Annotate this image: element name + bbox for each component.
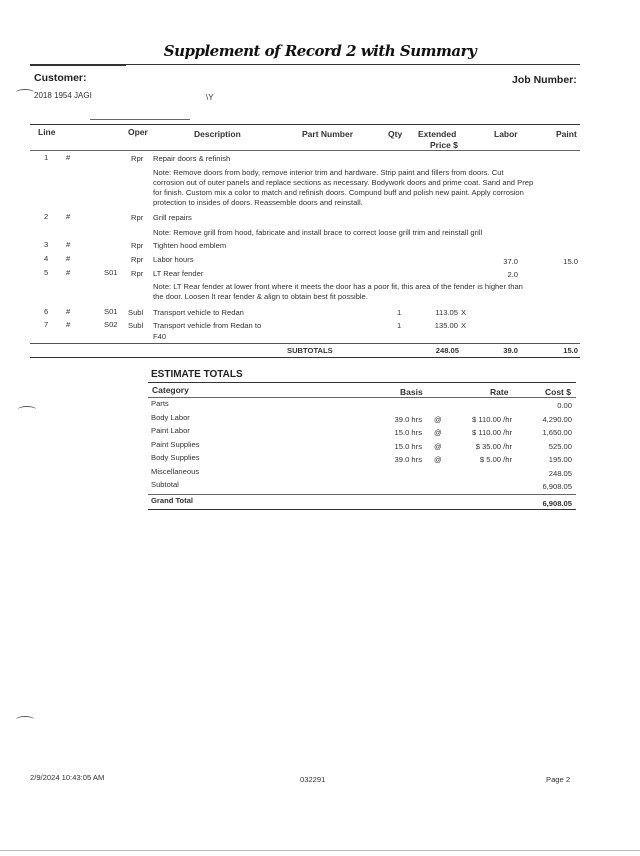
estimate-basis: 39.0 hrs — [394, 415, 422, 424]
line-oper: Subl — [128, 308, 144, 317]
line-note: Note: LT Rear fender at lower front where it meets the door has a poor fit, this area of the fender is higher than the door. Loosen lt rear fender & align to obtain best fit possible. — [153, 282, 523, 301]
line-code: S01 — [104, 307, 118, 316]
line-mark: # — [66, 320, 71, 329]
scan-mark — [16, 716, 34, 723]
title-rule-accent — [30, 64, 126, 66]
line-oper: Rpr — [131, 213, 144, 222]
estimate-rate: $ 35.00 /hr — [475, 442, 512, 451]
estimate-title: ESTIMATE TOTALS — [151, 369, 243, 380]
line-oper: Rpr — [131, 241, 144, 250]
line-number: 5 — [44, 268, 49, 277]
estimate-cost: 525.00 — [548, 442, 572, 451]
grand-total-value: 6,908.05 — [542, 499, 572, 508]
line-labor: 37.0 — [503, 257, 518, 266]
col-description: Description — [194, 129, 241, 139]
estimate-at: @ — [434, 415, 442, 424]
subtotals-price: 248.05 — [435, 346, 459, 355]
line-number: 4 — [44, 254, 49, 263]
footer-timestamp: 2/9/2024 10:43:05 AM — [30, 773, 105, 782]
line-qty: 1 — [397, 308, 402, 317]
job-number-label: Job Number: — [512, 74, 577, 86]
estimate-category: Body Supplies — [151, 453, 200, 462]
line-note: Note: Remove doors from body, remove interior trim and hardware. Strip paint and fillers from doors. Cut corrosion out of outer panels and replace sections as necessary. Bodywork doors and prime coat. Sand and Prep for finish. Custom mix a color to match and refinish doors. Compund buff and polish new paint. Apply corrosion protection to insides of doors. Reassemble doors and reinstall. — [153, 168, 534, 207]
col-extended: Extended — [418, 129, 457, 139]
estimate-cost: 195.00 — [548, 455, 572, 464]
estimate-rate: $ 5.00 /hr — [479, 455, 512, 464]
estimate-cost: 248.05 — [548, 469, 572, 478]
line-taxable-mark: X — [461, 308, 467, 317]
estimate-top-rule — [148, 382, 576, 383]
estimate-col-basis: Basis — [400, 387, 423, 397]
line-number: 1 — [44, 153, 49, 162]
line-mark: # — [66, 254, 71, 263]
line-number: 7 — [44, 320, 49, 329]
estimate-category: Paint Supplies — [151, 440, 200, 449]
vehicle-suffix: \Y — [206, 93, 214, 102]
line-code: S02 — [104, 320, 118, 329]
header-bottom-rule — [30, 150, 580, 151]
estimate-basis: 39.0 hrs — [394, 455, 422, 464]
customer-label: Customer: — [34, 72, 87, 84]
estimate-at: @ — [434, 428, 442, 437]
line-number: 2 — [44, 212, 49, 221]
footer-code: 032291 — [300, 775, 326, 784]
estimate-cost: 1,650.00 — [542, 428, 572, 437]
line-labor: 2.0 — [507, 270, 518, 279]
col-qty: Qty — [388, 129, 403, 139]
subtotals-label: SUBTOTALS — [287, 346, 333, 355]
subtotals-paint: 15.0 — [563, 346, 578, 355]
subtotals-labor: 39.0 — [503, 346, 518, 355]
line-description: LT Rear fender — [153, 269, 204, 278]
estimate-cost: 6,908.05 — [542, 482, 572, 491]
line-oper: Rpr — [131, 269, 144, 278]
line-description: Grill repairs — [153, 213, 192, 222]
estimate-basis: 15.0 hrs — [394, 442, 422, 451]
subtotal-top-rule — [30, 343, 580, 344]
table-top-rule — [30, 124, 580, 125]
estimate-bottom-rule — [148, 509, 576, 510]
line-paint: 15.0 — [563, 257, 578, 266]
scan-mark — [16, 89, 34, 96]
estimate-basis: 15.0 hrs — [394, 428, 422, 437]
vehicle-info: 2018 1954 JAGI — [34, 91, 92, 100]
col-labor: Labor — [494, 129, 518, 139]
estimate-col-category: Category — [152, 385, 189, 395]
line-price: 135.00 — [434, 321, 458, 330]
line-description: Transport vehicle to Redan — [153, 308, 244, 317]
line-oper: Rpr — [131, 255, 144, 264]
col-part-number: Part Number — [302, 129, 354, 139]
line-description: Labor hours — [153, 255, 194, 264]
line-note: Note: Remove grill from hood, fabricate and install brace to correct loose grill trim and reinstall grill — [153, 228, 483, 237]
estimate-col-rate: Rate — [490, 387, 509, 397]
line-oper: Rpr — [131, 154, 144, 163]
subtotal-bottom-rule — [30, 357, 580, 358]
estimate-rate: $ 110.00 /hr — [472, 415, 512, 424]
line-mark: # — [66, 212, 71, 221]
line-description: Repair doors & refinish — [153, 154, 231, 163]
underline-stroke — [90, 119, 190, 120]
line-mark: # — [66, 307, 71, 316]
line-description-cont: F40 — [153, 332, 167, 341]
line-code: S01 — [104, 268, 118, 277]
line-description: Tighten hood emblem — [153, 241, 227, 250]
estimate-category: Parts — [151, 399, 169, 408]
col-oper: Oper — [128, 127, 148, 137]
col-price: Price $ — [430, 140, 458, 150]
line-number: 6 — [44, 307, 49, 316]
estimate-cost: 4,290.00 — [542, 415, 572, 424]
grand-total-label: Grand Total — [151, 496, 194, 505]
line-taxable-mark: X — [461, 321, 467, 330]
line-description: Transport vehicle from Redan to — [153, 321, 262, 330]
line-mark: # — [66, 240, 71, 249]
col-paint: Paint — [556, 129, 577, 139]
estimate-header-rule — [148, 397, 576, 398]
estimate-category: Miscellaneous — [151, 467, 200, 476]
line-mark: # — [66, 268, 71, 277]
line-oper: Subl — [128, 321, 144, 330]
line-number: 3 — [44, 240, 49, 249]
document-title: Supplement of Record 2 with Summary — [163, 42, 477, 60]
estimate-at: @ — [434, 455, 442, 464]
estimate-category: Subtotal — [151, 480, 179, 489]
estimate-category: Body Labor — [151, 413, 190, 422]
estimate-category: Paint Labor — [151, 426, 190, 435]
line-mark: # — [66, 153, 71, 162]
scan-mark — [18, 406, 36, 413]
line-price: 113.05 — [435, 308, 458, 317]
estimate-rate: $ 110.00 /hr — [472, 428, 512, 437]
line-qty: 1 — [397, 321, 402, 330]
col-line: Line — [38, 127, 56, 137]
estimate-col-cost: Cost $ — [545, 387, 571, 397]
footer-page: Page 2 — [546, 775, 571, 784]
estimate-at: @ — [434, 442, 442, 451]
estimate-cost: 0.00 — [557, 401, 572, 410]
estimate-subtotal-rule — [148, 494, 576, 495]
scan-bottom-edge — [0, 850, 640, 851]
